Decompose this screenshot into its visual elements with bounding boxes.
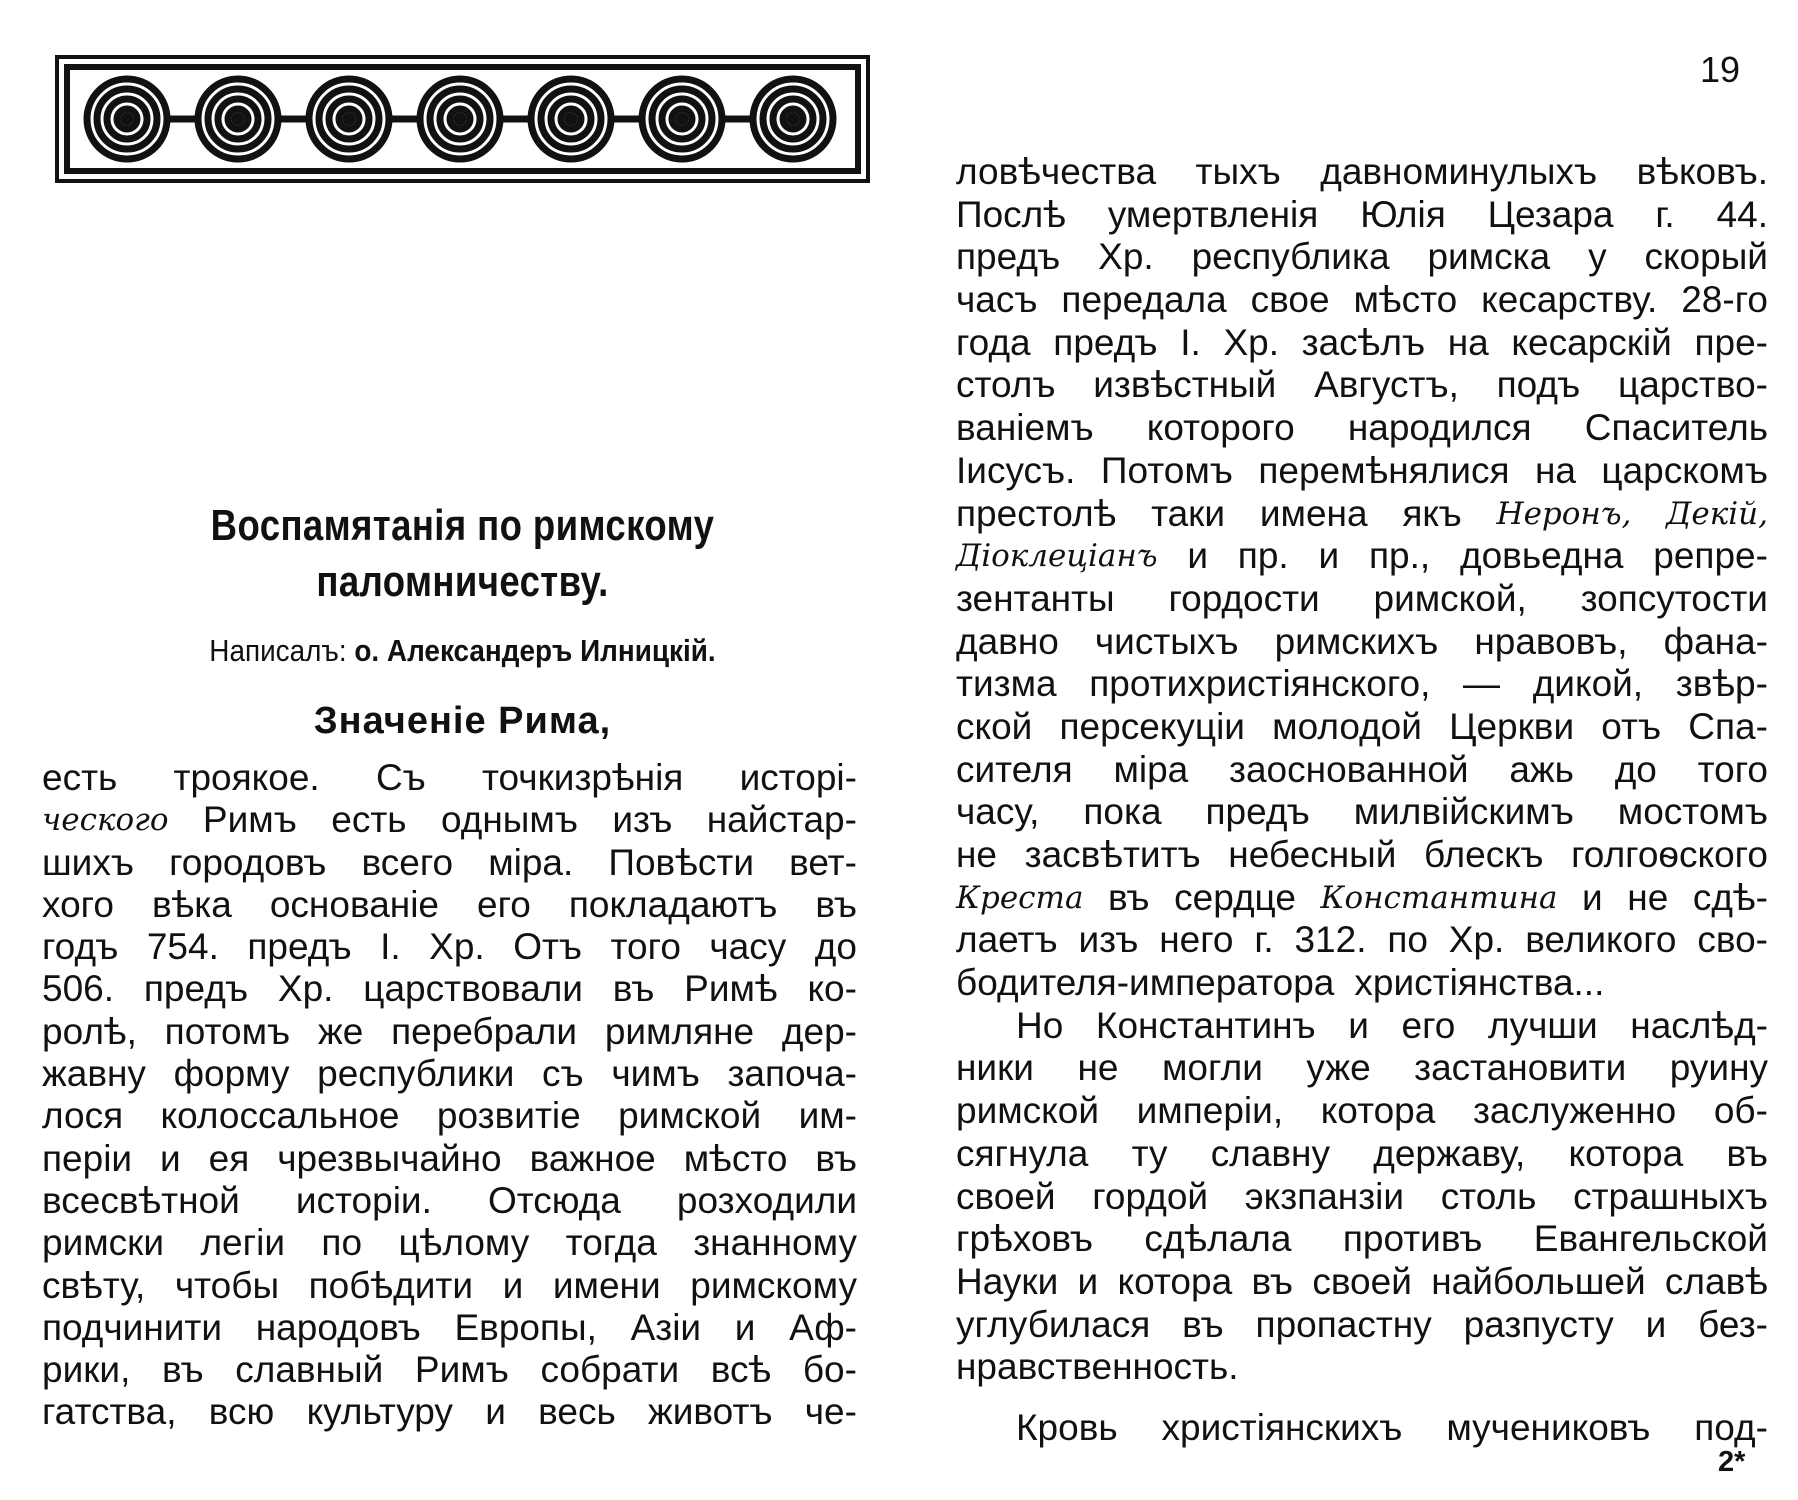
text-line: ваніемъ которого народился Спаситель bbox=[956, 407, 1768, 449]
page-number: 19 bbox=[1700, 49, 1741, 90]
text-line: своей гордой экзпанзіи столь страшныхъ bbox=[956, 1175, 1768, 1217]
text-line: римски легіи по цѣлому тогда знанному bbox=[42, 1222, 857, 1264]
text-line: свѣту, чтобы побѣдити и имени римскому bbox=[42, 1264, 857, 1306]
text-line: предъ Хр. республика римска у скорый bbox=[956, 236, 1768, 278]
text-line: часу, пока предъ милвійскимъ мостомъ bbox=[956, 791, 1768, 833]
article-title bbox=[55, 498, 870, 610]
article-title-line-1: Воспамятанія по римскому bbox=[210, 501, 715, 550]
text-line: годъ 754. предъ І. Хр. Отъ того часу до bbox=[42, 926, 857, 968]
text-line: римской имперіи, котора заслуженно об- bbox=[956, 1090, 1768, 1132]
right-column bbox=[956, 151, 1768, 1450]
text-line: хого вѣка основаніе его покладаютъ въ bbox=[42, 883, 857, 925]
text-line: лаетъ изъ него г. 312. по Хр. великого сво- bbox=[956, 919, 1768, 961]
text-line: грѣховъ сдѣлала противъ Евангельской bbox=[956, 1218, 1768, 1260]
text-line: Діоклеціанъ и пр. и пр., довьедна репре- bbox=[956, 535, 1768, 577]
text-line: тизма протихристіянского, — дикой, звѣр- bbox=[956, 663, 1768, 705]
text-line: Науки и котора въ своей найбольшей славѣ bbox=[956, 1260, 1768, 1302]
text-line: ники не могли уже застановити руину bbox=[956, 1047, 1768, 1089]
article-title-line-2: паломничеству. bbox=[316, 557, 609, 606]
text-line: Кровь христіянскихъ мучениковъ под- bbox=[1016, 1406, 1768, 1448]
text-line: Іисусъ. Потомъ перемѣнялися на царскомъ bbox=[956, 449, 1768, 491]
text-line: ловѣчества тыхъ давноминулыхъ вѣковъ. bbox=[956, 151, 1768, 192]
text-line: давно чистыхъ римскихъ нравовъ, фана- bbox=[956, 620, 1768, 662]
left-column bbox=[42, 757, 857, 1434]
text-line: года предъ І. Хр. засѣлъ на кесарскій пре- bbox=[956, 321, 1768, 363]
text-line: подчинити народовъ Европы, Азіи и Аф- bbox=[42, 1306, 857, 1348]
text-line: лося колоссальное розвитіе римской им- bbox=[42, 1095, 857, 1137]
text-line: ской персекуціи молодой Церкви отъ Спа- bbox=[956, 705, 1768, 747]
text-line: зентанты гордости римской, зопсутости bbox=[956, 577, 1768, 619]
text-line: ролѣ, потомъ же перебрали римляне дер- bbox=[42, 1010, 857, 1052]
text-line: не засвѣтитъ небесный блескъ голгоѳского bbox=[956, 834, 1768, 875]
author-label: Написалъ: bbox=[209, 633, 347, 668]
text-line: періи и ея чрезвычайно важное мѣсто въ bbox=[42, 1137, 857, 1179]
text-line: часъ передала свое мѣсто кесарству. 28-го bbox=[956, 279, 1768, 321]
text-line: сягнула ту славну державу, котора въ bbox=[956, 1132, 1768, 1174]
text-line: престолѣ таки имена якъ Неронъ, Декій, bbox=[956, 492, 1768, 534]
text-line: жавну форму республики съ чимъ започа- bbox=[42, 1053, 857, 1095]
ornament-headpiece bbox=[55, 55, 870, 183]
text-line: углубилася въ пропастну разпусту и без- bbox=[956, 1303, 1768, 1345]
author-byline bbox=[96, 631, 830, 671]
text-line: нравственность. bbox=[956, 1346, 1239, 1388]
text-line: ческого Римъ есть однымъ изъ найстар- bbox=[42, 799, 857, 841]
text-line: шихъ городовъ всего міра. Повѣсти вет- bbox=[42, 841, 857, 883]
text-line: столъ извѣстный Августъ, подъ царство- bbox=[956, 364, 1768, 406]
author-name: о. Александеръ Илницкій. bbox=[354, 633, 716, 668]
text-line: бодителя-императора христіянства... bbox=[956, 962, 1605, 1004]
text-line: Но Константинъ и его лучши наслѣд- bbox=[1016, 1004, 1768, 1046]
text-line: 506. предъ Хр. царствовали въ Римѣ ко- bbox=[42, 968, 857, 1010]
text-line: всесвѣтной исторіи. Отсюда розходили bbox=[42, 1179, 857, 1221]
section-title: Значеніе Рима, bbox=[313, 700, 612, 742]
text-line: Послѣ умертвленія Юлія Цезара г. 44. bbox=[956, 193, 1768, 235]
signature-mark: 2* bbox=[1718, 1446, 1746, 1478]
text-line: сителя міра заоснованной ажь до того bbox=[956, 748, 1768, 790]
text-line: гатства, всю культуру и весь животъ че- bbox=[42, 1391, 857, 1433]
text-line: рики, въ славный Римъ собрати всѣ бо- bbox=[42, 1349, 857, 1391]
text-line: Креста въ сердце Константина и не сдѣ- bbox=[956, 876, 1768, 918]
text-line: есть троякое. Съ точкизрѣнія исторі- bbox=[42, 757, 857, 798]
